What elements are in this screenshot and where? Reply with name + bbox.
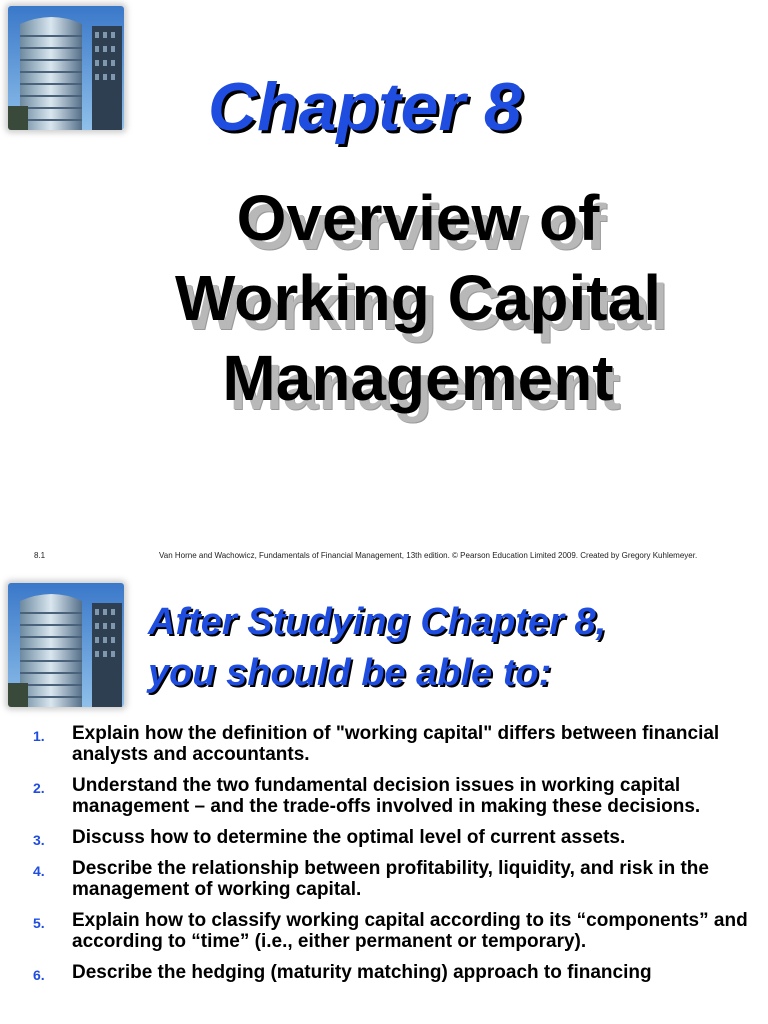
objective-number: 4.: [33, 863, 45, 879]
slide-title: [148, 597, 606, 699]
title-line-2: Working Capital: [175, 262, 661, 334]
objective-item: [0, 827, 768, 848]
title-line-2: you should be able to:: [148, 652, 552, 694]
objective-text: Describe the hedging (maturity matching) approach to financing: [72, 962, 652, 983]
objective-item: [0, 723, 768, 765]
objective-text: Discuss how to determine the optimal level of current assets.: [72, 827, 626, 848]
title-line-1: Overview of: [236, 182, 600, 254]
objective-number: 3.: [33, 832, 45, 848]
copyright-credit: Van Horne and Wachowicz, Fundamentals of Financial Management, 13th edition. © Pearson Education Limited 2009. Created by Gregory Kuhlemeyer.: [159, 551, 698, 560]
slide-number: 8.1: [34, 551, 46, 560]
objective-item: [0, 962, 768, 983]
objective-number: 2.: [33, 780, 45, 796]
objective-text: Understand the two fundamental decision issues in working capital management – and the trade-offs involved in making these decisions.: [72, 775, 701, 817]
chapter-title: Chapter 8: [208, 69, 522, 145]
objective-number: 6.: [33, 967, 45, 983]
objectives-list: [0, 723, 768, 993]
objective-item: [0, 910, 768, 952]
objective-item: [0, 858, 768, 900]
objective-text: Describe the relationship between profitability, liquidity, and risk in the management of working capital.: [72, 858, 709, 900]
title-line-1: After Studying Chapter 8,: [148, 601, 607, 643]
objective-number: 5.: [33, 915, 45, 931]
slide-2: [0, 573, 768, 1024]
slide-footer: [0, 551, 768, 565]
building-photo: [8, 6, 124, 130]
title-line-3: Management: [222, 342, 614, 414]
slide-title: [108, 178, 728, 418]
objective-text: Explain how the definition of "working capital" differs between financial analysts and accountants.: [72, 723, 720, 765]
objective-number: 1.: [33, 728, 45, 744]
objective-text: Explain how to classify working capital according to its “components” and according to “time” (i.e., either permanent or temporary).: [72, 910, 748, 952]
objective-item: [0, 775, 768, 817]
building-photo: [8, 583, 124, 707]
